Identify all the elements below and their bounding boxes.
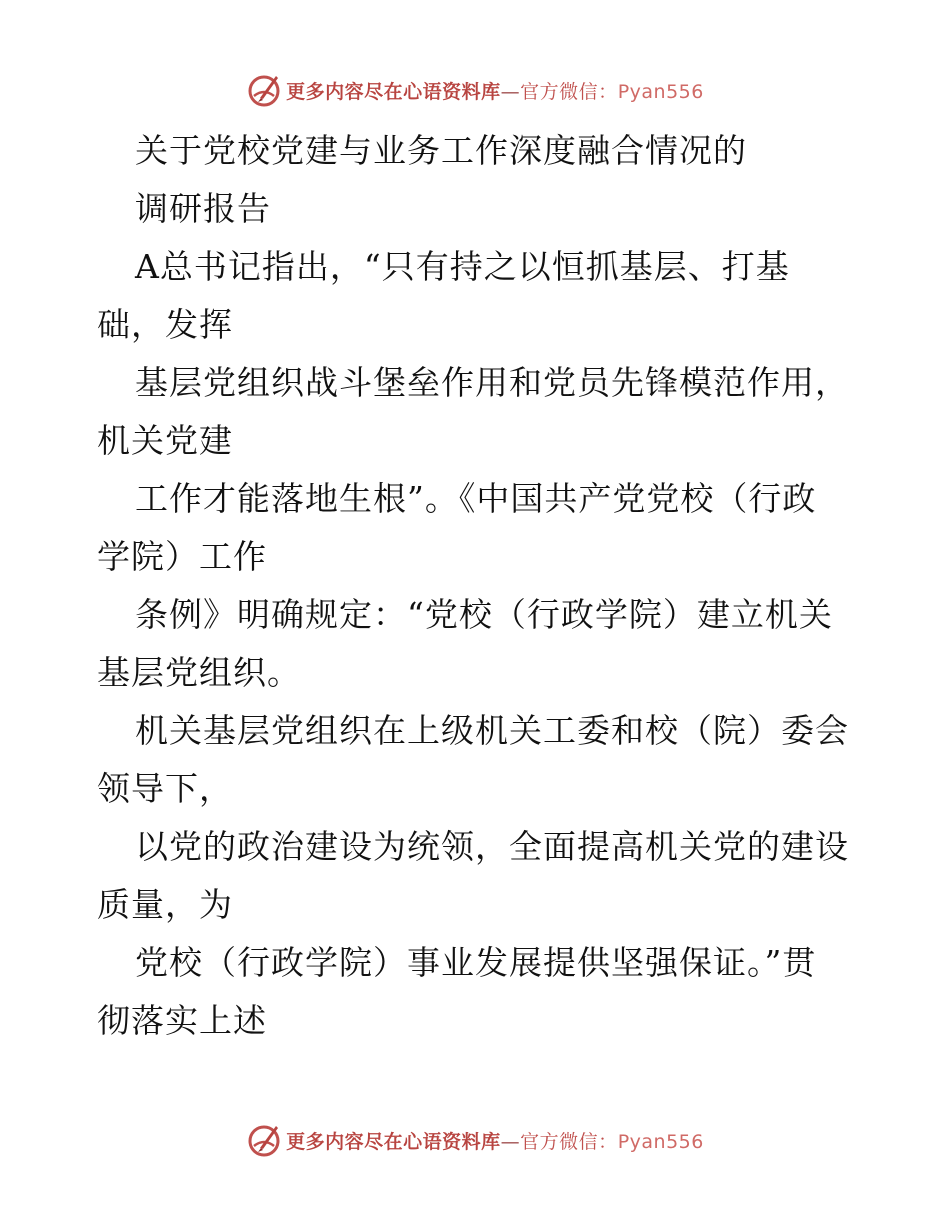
document-line: 学院）工作 (97, 537, 267, 576)
footer-banner (0, 1120, 950, 1160)
document-line: 彻落实上述 (97, 1001, 267, 1040)
banner-separator: — (500, 1130, 521, 1153)
document-line: 础，发挥 (97, 305, 233, 344)
document-line: 条例》明确规定：“党校（行政学院）建立机关 (135, 595, 833, 634)
document-line: 基层党组织战斗堡垒作用和党员先锋模范作用， (135, 363, 849, 402)
banner-wechat-id: Pyan556 (617, 80, 704, 103)
document-line: 调研报告 (135, 189, 271, 228)
banner-wechat-id: Pyan556 (617, 1130, 704, 1153)
quill-book-logo-icon (246, 1122, 282, 1158)
banner-brand: 更多内容尽在心语资料库 (286, 1130, 501, 1153)
banner-separator: — (500, 80, 521, 103)
document-line: 工作才能落地生根”。《中国共产党党校（行政 (135, 479, 817, 518)
document-body (97, 122, 857, 1050)
banner-brand: 更多内容尽在心语资料库 (286, 80, 501, 103)
quill-book-logo-icon (246, 72, 282, 108)
document-line: 以党的政治建设为统领，全面提高机关党的建设 (135, 827, 849, 866)
document-line: 党校（行政学院）事业发展提供坚强保证。”贯 (135, 943, 817, 982)
document-line: 基层党组织。 (97, 653, 301, 692)
document-line: 领导下， (97, 769, 233, 808)
document-line: 关于党校党建与业务工作深度融合情况的 (135, 131, 747, 170)
banner-wechat-label: 官方微信： (520, 1130, 618, 1153)
document-line: A总书记指出，“只有持之以恒抓基层、打基 (135, 247, 790, 286)
document-line: 机关基层党组织在上级机关工委和校（院）委会 (135, 711, 849, 750)
banner-wechat-label: 官方微信： (520, 80, 618, 103)
document-line: 机关党建 (97, 421, 233, 460)
document-line: 质量，为 (97, 885, 233, 924)
header-banner (0, 70, 950, 110)
